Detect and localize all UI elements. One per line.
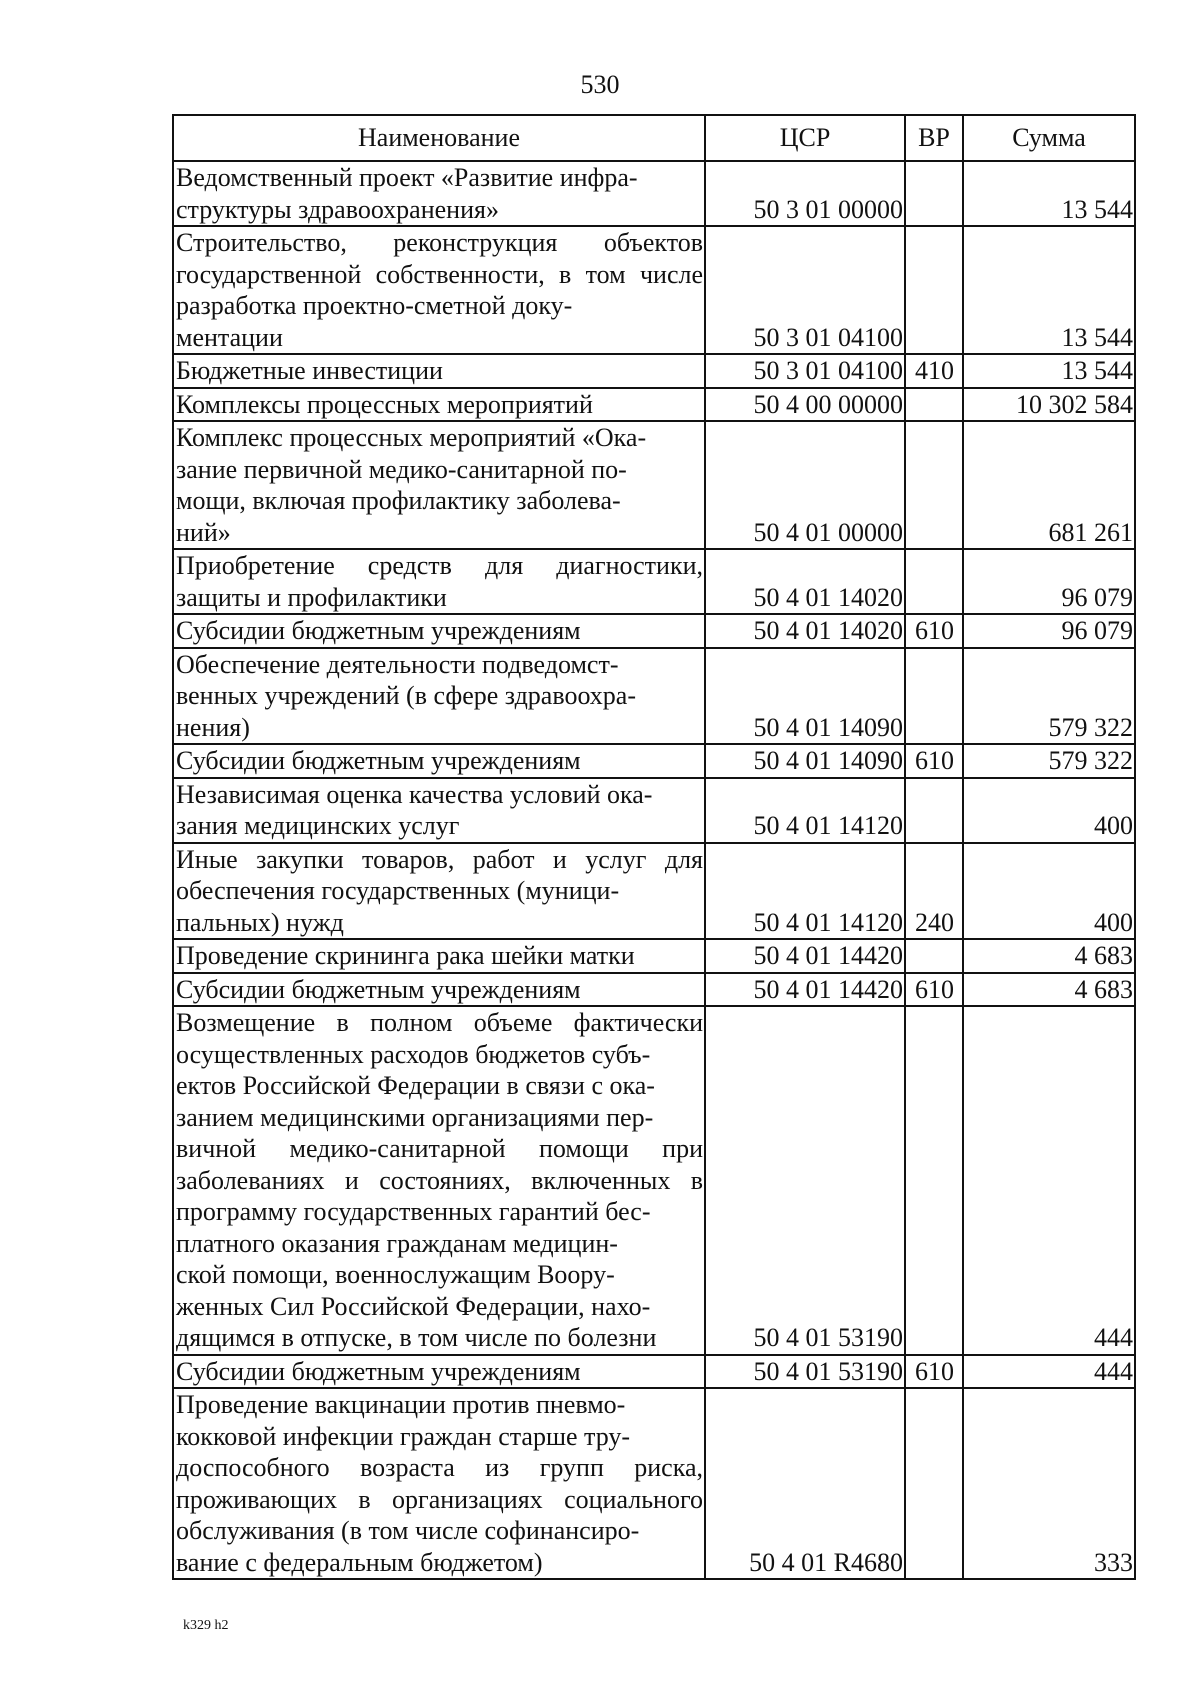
table-row bbox=[173, 778, 1135, 843]
row-name-cell: Иные закупки товаров, работ и услуг для обеспечения государственных (муници- пальных) нужд bbox=[173, 843, 705, 940]
table-body bbox=[173, 161, 1135, 1579]
table-row bbox=[173, 421, 1135, 549]
page-number: 530 bbox=[580, 70, 620, 99]
row-vr-cell bbox=[905, 1006, 963, 1355]
table-row bbox=[173, 614, 1135, 648]
row-name-cell: Ведомственный проект «Развитие инфра- структуры здравоохранения» bbox=[173, 161, 705, 226]
table-row bbox=[173, 354, 1135, 388]
row-vr-cell: 610 bbox=[905, 744, 963, 778]
table-row bbox=[173, 843, 1135, 940]
header-sum: Сумма bbox=[963, 115, 1135, 161]
row-vr-cell bbox=[905, 549, 963, 614]
row-name-cell: Обеспечение деятельности подведомст- венных учреждений (в сфере здравоохра- нения) bbox=[173, 648, 705, 745]
row-csr-cell: 50 4 01 14420 bbox=[705, 973, 905, 1007]
table-row bbox=[173, 1006, 1135, 1355]
budget-table bbox=[172, 114, 1136, 1580]
row-sum-cell: 333 bbox=[963, 1388, 1135, 1579]
row-sum-cell: 579 322 bbox=[963, 648, 1135, 745]
table-row bbox=[173, 549, 1135, 614]
row-csr-cell: 50 4 01 14090 bbox=[705, 744, 905, 778]
table-row bbox=[173, 939, 1135, 973]
row-name-cell: Субсидии бюджетным учреждениям bbox=[173, 973, 705, 1007]
row-vr-cell bbox=[905, 161, 963, 226]
row-vr-cell: 610 bbox=[905, 1355, 963, 1389]
row-sum-cell: 400 bbox=[963, 843, 1135, 940]
row-sum-cell: 96 079 bbox=[963, 549, 1135, 614]
table-row bbox=[173, 388, 1135, 422]
row-name-cell: Субсидии бюджетным учреждениям bbox=[173, 1355, 705, 1389]
row-csr-cell: 50 4 01 53190 bbox=[705, 1006, 905, 1355]
row-csr-cell: 50 3 01 00000 bbox=[705, 161, 905, 226]
row-csr-cell: 50 4 01 00000 bbox=[705, 421, 905, 549]
row-vr-cell: 240 bbox=[905, 843, 963, 940]
row-name-cell: Комплексы процессных мероприятий bbox=[173, 388, 705, 422]
footer-code: k329 h2 bbox=[183, 1618, 229, 1633]
row-vr-cell bbox=[905, 1388, 963, 1579]
row-name-cell: Независимая оценка качества условий ока- зания медицинских услуг bbox=[173, 778, 705, 843]
row-vr-cell bbox=[905, 226, 963, 354]
row-vr-cell bbox=[905, 778, 963, 843]
row-name-cell: Субсидии бюджетным учреждениям bbox=[173, 614, 705, 648]
row-sum-cell: 4 683 bbox=[963, 939, 1135, 973]
row-csr-cell: 50 3 01 04100 bbox=[705, 354, 905, 388]
row-csr-cell: 50 4 01 14090 bbox=[705, 648, 905, 745]
row-vr-cell: 410 bbox=[905, 354, 963, 388]
header-name: Наименование bbox=[173, 115, 705, 161]
row-name-cell: Комплекс процессных мероприятий «Ока- зание первичной медико-санитарной по- мощи, включая профилактику заболева- ний» bbox=[173, 421, 705, 549]
row-csr-cell: 50 3 01 04100 bbox=[705, 226, 905, 354]
header-vr: ВР bbox=[905, 115, 963, 161]
row-sum-cell: 681 261 bbox=[963, 421, 1135, 549]
row-name-cell: Бюджетные инвестиции bbox=[173, 354, 705, 388]
table-row bbox=[173, 1388, 1135, 1579]
table-row bbox=[173, 973, 1135, 1007]
table-header-row bbox=[173, 115, 1135, 161]
row-sum-cell: 444 bbox=[963, 1006, 1135, 1355]
row-vr-cell bbox=[905, 939, 963, 973]
row-sum-cell: 400 bbox=[963, 778, 1135, 843]
table-row bbox=[173, 226, 1135, 354]
table-row bbox=[173, 744, 1135, 778]
row-vr-cell: 610 bbox=[905, 614, 963, 648]
row-csr-cell: 50 4 01 14120 bbox=[705, 778, 905, 843]
row-name-cell: Проведение скрининга рака шейки матки bbox=[173, 939, 705, 973]
row-csr-cell: 50 4 00 00000 bbox=[705, 388, 905, 422]
row-name-cell: Приобретение средств для диагностики, защиты и профилактики bbox=[173, 549, 705, 614]
row-sum-cell: 579 322 bbox=[963, 744, 1135, 778]
row-csr-cell: 50 4 01 14420 bbox=[705, 939, 905, 973]
row-sum-cell: 13 544 bbox=[963, 161, 1135, 226]
table-row bbox=[173, 648, 1135, 745]
row-sum-cell: 13 544 bbox=[963, 226, 1135, 354]
row-sum-cell: 444 bbox=[963, 1355, 1135, 1389]
row-name-cell: Строительство, реконструкция объектов государственной собственности, в том числе разработка проектно-сметной доку- ментации bbox=[173, 226, 705, 354]
row-csr-cell: 50 4 01 53190 bbox=[705, 1355, 905, 1389]
table-row bbox=[173, 1355, 1135, 1389]
header-csr: ЦСР bbox=[705, 115, 905, 161]
row-csr-cell: 50 4 01 14020 bbox=[705, 614, 905, 648]
row-vr-cell: 610 bbox=[905, 973, 963, 1007]
row-sum-cell: 13 544 bbox=[963, 354, 1135, 388]
row-vr-cell bbox=[905, 648, 963, 745]
row-csr-cell: 50 4 01 R4680 bbox=[705, 1388, 905, 1579]
row-sum-cell: 4 683 bbox=[963, 973, 1135, 1007]
row-name-cell: Проведение вакцинации против пневмо- кокковой инфекции граждан старше тру- доспособного возраста из групп риска, проживающих в организациях социального обслуживания (в том числе софинансиро- вание с федеральным бюджетом) bbox=[173, 1388, 705, 1579]
row-name-cell: Субсидии бюджетным учреждениям bbox=[173, 744, 705, 778]
row-sum-cell: 96 079 bbox=[963, 614, 1135, 648]
row-csr-cell: 50 4 01 14020 bbox=[705, 549, 905, 614]
table-row bbox=[173, 161, 1135, 226]
row-vr-cell bbox=[905, 388, 963, 422]
row-name-cell: Возмещение в полном объеме фактически осуществленных расходов бюджетов субъ- ектов Российской Федерации в связи с ока- занием медицинскими организациями пер- вичной медико-санитарной помощи при заболеваниях и состояниях, включенных в программу государственных гарантий бес- платного оказания гражданам медицин- ской помощи, военнослужащим Воору- женных Сил Российской Федерации, нахо- дящимся в отпуске, в том числе по болезни bbox=[173, 1006, 705, 1355]
row-vr-cell bbox=[905, 421, 963, 549]
row-sum-cell: 10 302 584 bbox=[963, 388, 1135, 422]
row-csr-cell: 50 4 01 14120 bbox=[705, 843, 905, 940]
